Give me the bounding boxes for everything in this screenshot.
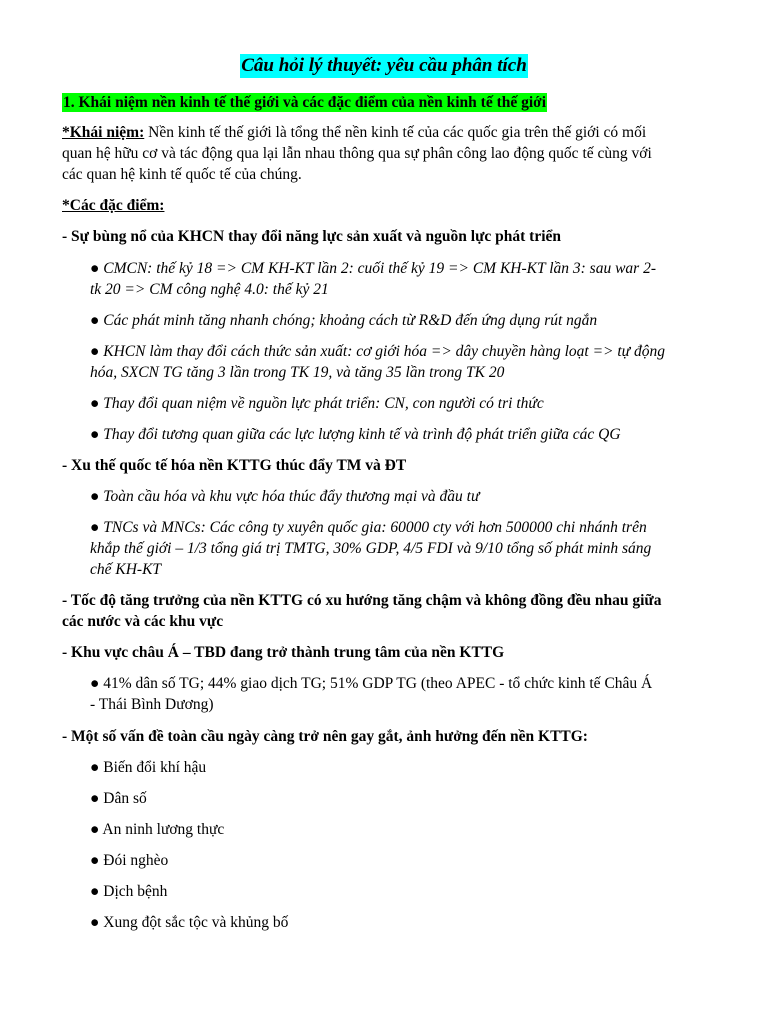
- bullet-item: [90, 486, 697, 507]
- bullet-item: [90, 881, 697, 902]
- bullet-icon: ●: [90, 790, 100, 807]
- bullet-continuation: tk 20 => CM công nghệ 4.0: thế kỷ 21: [90, 281, 329, 298]
- heading-global-issues: - Một số vấn đề toàn cầu ngày càng trở nên gay gắt, ảnh hưởng đến nền KTTG:: [62, 728, 588, 745]
- bullet-icon: ●: [90, 519, 100, 536]
- concept-line-3: các quan hệ kinh tế quốc tế của chúng.: [62, 166, 302, 183]
- bullet-text: TNCs và MNCs: Các công ty xuyên quốc gia: 60000 cty với hơn 500000 chi nhánh trên: [103, 519, 647, 536]
- bullet-icon: ●: [90, 852, 100, 869]
- bullet-icon: ●: [90, 260, 100, 277]
- bullet-text: An ninh lương thực: [102, 821, 225, 838]
- bullet-text: KHCN làm thay đổi cách thức sản xuất: cơ giới hóa => dây chuyền hàng loạt => tự động: [103, 343, 665, 360]
- bullet-item: [90, 341, 697, 362]
- bullet-icon: ●: [90, 675, 100, 692]
- bullet-text: Thay đổi tương quan giữa các lực lượng kinh tế và trình độ phát triển giữa các QG: [103, 426, 621, 443]
- bullet-text: Biến đổi khí hậu: [103, 759, 207, 776]
- heading-asia-pacific: - Khu vực châu Á – TBD đang trở thành trung tâm của nền KTTG: [62, 644, 505, 661]
- bullet-text: CMCN: thế kỷ 18 => CM KH-KT lần 2: cuối thế kỷ 19 => CM KH-KT lần 3: sau war 2-: [103, 260, 656, 277]
- bullet-icon: ●: [90, 914, 100, 931]
- bullet-icon: ●: [90, 312, 100, 329]
- bullet-icon: ●: [90, 759, 100, 776]
- bullet-item: [90, 673, 697, 694]
- concept-label: *Khái niệm:: [62, 124, 145, 141]
- heading-growth: - Tốc độ tăng trưởng của nền KTTG có xu hướng tăng chậm và không đồng đều nhau giữa: [62, 592, 662, 609]
- bullet-continuation: khắp thế giới – 1/3 tổng giá trị TMTG, 30% GDP, 4/5 FDI và 9/10 tổng số phát minh sáng: [90, 540, 652, 557]
- bullet-text: Xung đột sắc tộc và khủng bố: [103, 914, 289, 931]
- bullet-icon: ●: [90, 426, 100, 443]
- bullet-text: Thay đổi quan niệm về nguồn lực phát triển: CN, con người có tri thức: [103, 395, 544, 412]
- section-heading-1: 1. Khái niệm nền kinh tế thế giới và các đặc điểm của nền kinh tế thế giới: [63, 94, 547, 111]
- heading-khcn: - Sự bùng nổ của KHCN thay đổi năng lực sản xuất và nguồn lực phát triển: [62, 228, 562, 245]
- heading-globalization: - Xu thế quốc tế hóa nền KTTG thúc đẩy TM và ĐT: [62, 457, 407, 474]
- concept-text-1: Nền kinh tế thế giới là tổng thể nền kinh tế của các quốc gia trên thế giới có mối: [144, 124, 647, 141]
- bullet-continuation: hóa, SXCN TG tăng 3 lần trong TK 19, và tăng 35 lần trong TK 20: [90, 364, 505, 381]
- bullet-text: Toàn cầu hóa và khu vực hóa thúc đẩy thương mại và đầu tư: [103, 488, 480, 505]
- features-label: *Các đặc điểm:: [62, 197, 165, 214]
- concept-line-2: quan hệ hữu cơ và tác động qua lại lẫn nhau thông qua sự phân công lao động quốc tế cùng với: [62, 145, 652, 162]
- bullet-icon: ●: [90, 821, 100, 838]
- bullet-item: [90, 912, 697, 933]
- page-title: Câu hỏi lý thuyết: yêu cầu phân tích: [241, 55, 527, 76]
- bullet-item: [90, 258, 697, 279]
- bullet-text: Dịch bệnh: [103, 883, 168, 900]
- bullet-text: 41% dân số TG; 44% giao dịch TG; 51% GDP TG (theo APEC - tổ chức kinh tế Châu Á: [103, 675, 653, 692]
- title-wrap: [0, 54, 768, 78]
- bullet-continuation: - Thái Bình Dương): [90, 696, 214, 713]
- bullet-icon: ●: [90, 883, 100, 900]
- bullet-item: [90, 517, 697, 538]
- bullet-icon: ●: [90, 395, 100, 412]
- bullet-item: [90, 310, 697, 331]
- bullet-text: Các phát minh tăng nhanh chóng; khoảng cách từ R&D đến ứng dụng rút ngắn: [103, 312, 598, 329]
- bullet-item: [90, 424, 697, 445]
- concept-line-1: [62, 122, 646, 143]
- bullet-text: Dân số: [103, 790, 147, 807]
- bullet-item: [90, 393, 697, 414]
- bullet-item: [90, 819, 697, 840]
- bullet-item: [90, 788, 697, 809]
- bullet-item: [90, 850, 697, 871]
- bullet-continuation: chế KH-KT: [90, 561, 162, 578]
- heading-growth-continuation: các nước và các khu vực: [62, 613, 224, 630]
- bullet-icon: ●: [90, 343, 100, 360]
- bullet-text: Đói nghèo: [103, 852, 169, 869]
- bullet-icon: ●: [90, 488, 100, 505]
- bullet-item: [90, 757, 697, 778]
